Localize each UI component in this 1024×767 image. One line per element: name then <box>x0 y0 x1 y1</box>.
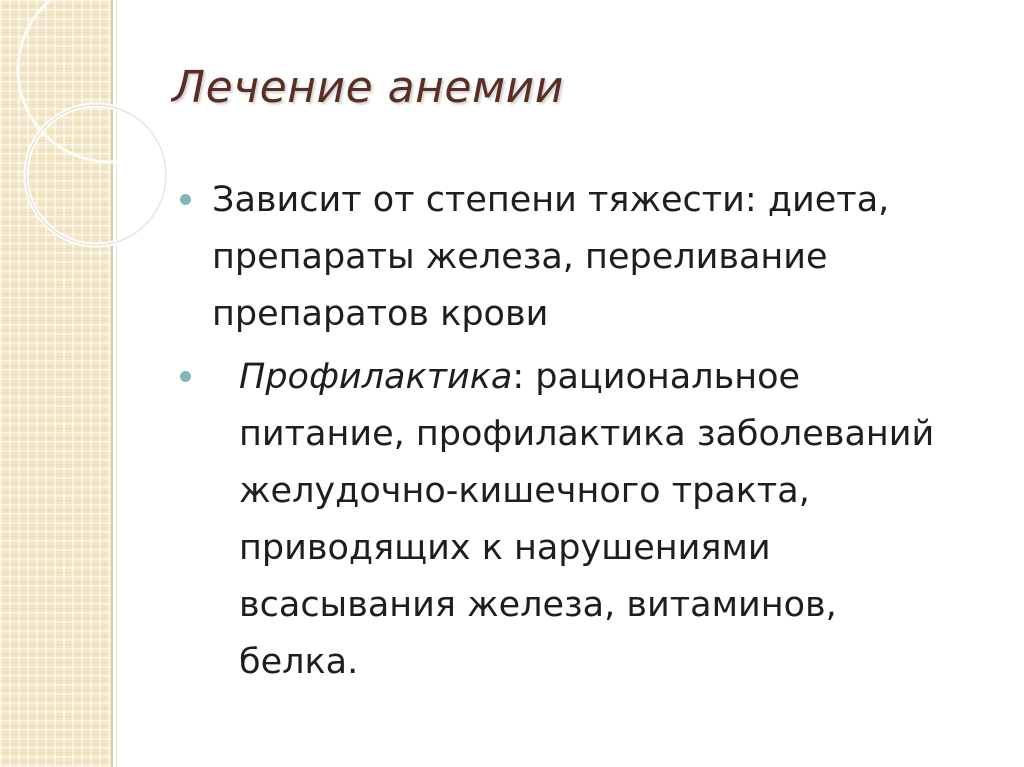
bullet-line: препараты железа, переливание <box>212 237 828 277</box>
decorative-circles <box>0 0 200 260</box>
bullet-line-rest: : рациональное <box>512 357 801 397</box>
emphasis-term: Профилактика <box>239 357 513 397</box>
bullet-item-prevention <box>180 349 1000 691</box>
bullet-line: Зависит от степени тяжести: диета, <box>212 180 890 220</box>
bullet-line: препаратов крови <box>212 294 549 334</box>
bullet-line: питание, профилактика заболеваний <box>239 414 935 454</box>
bullet-line: всасывания железа, витаминов, <box>239 585 837 625</box>
bullet-line: белка. <box>239 642 359 682</box>
slide-title: Лечение анемии <box>172 62 564 113</box>
bullet-dot-icon <box>180 194 191 205</box>
bullet-line: приводящих к нарушениями <box>239 528 771 568</box>
bullet-item-treatment <box>180 172 1000 343</box>
bullet-dot-icon <box>180 371 191 382</box>
bullet-line: желудочно-кишечного тракта, <box>239 471 810 511</box>
bullet-list <box>180 172 1000 697</box>
bullet-line <box>239 349 1000 406</box>
